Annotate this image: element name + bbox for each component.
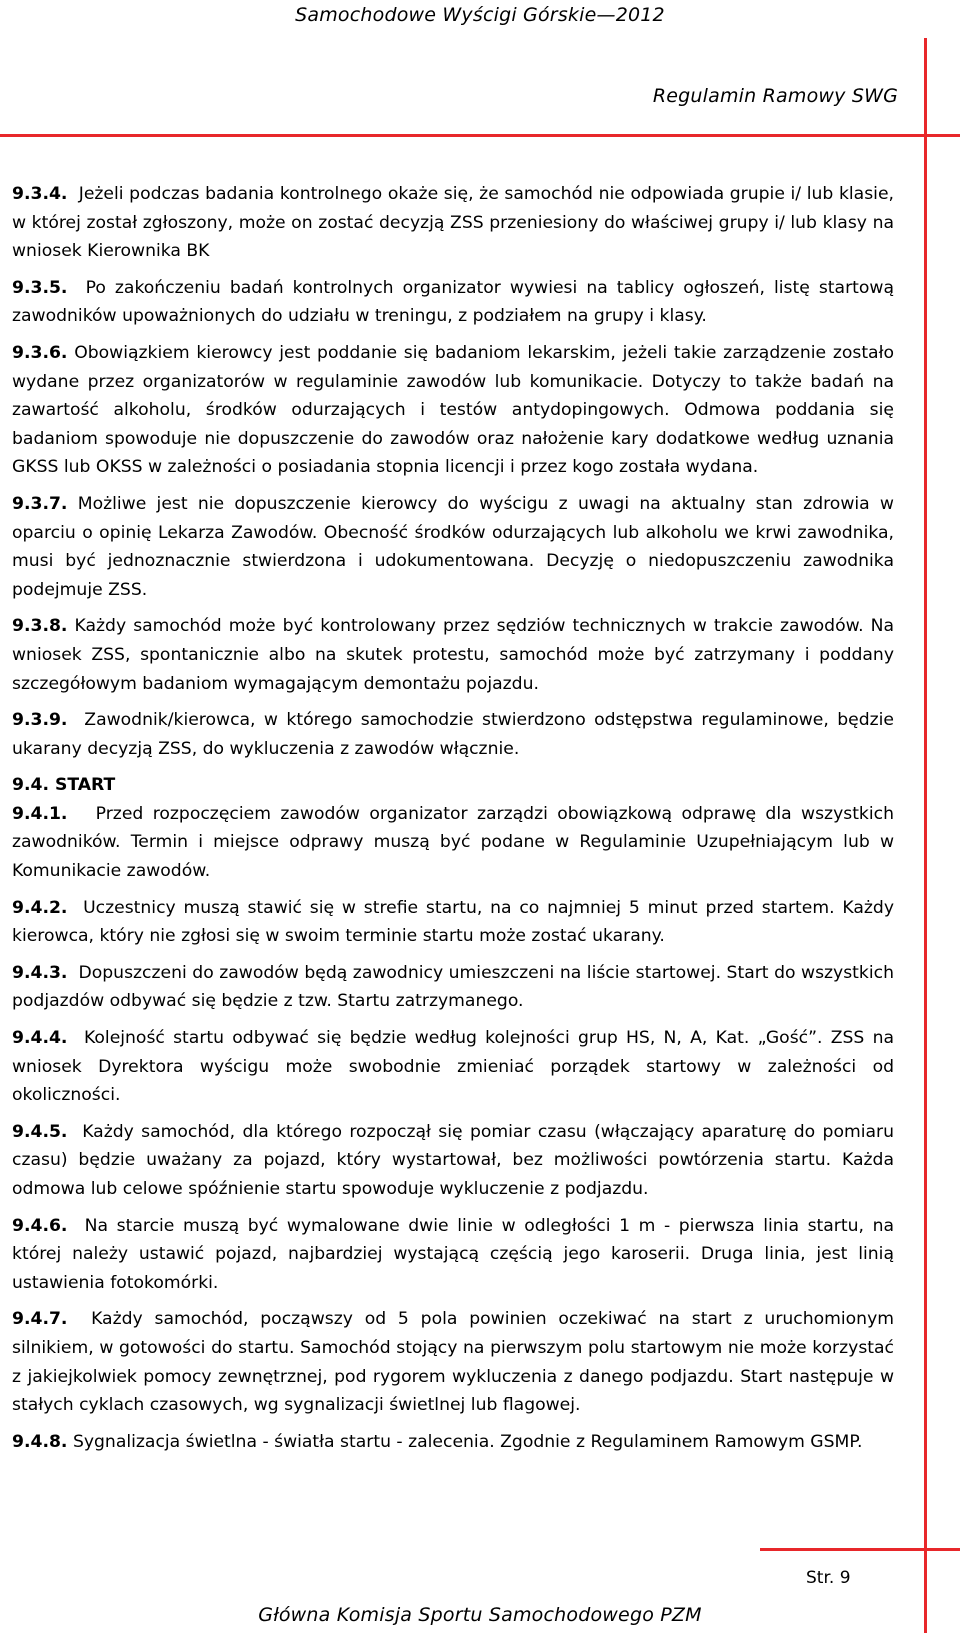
header-title: Samochodowe Wyścigi Górskie—2012 [295, 4, 665, 26]
paragraph-text: Każdy samochód, dla którego rozpoczął się pomiar czasu (włączający aparaturę do pomiaru czasu) będzie uważany za pojazd, który wystartował, bez możliwości powtórzenia startu. Każda odmowa lub celowe spóźnienie startu spowoduje wykluczenie z podjazdu. [12, 1121, 894, 1199]
header-rule [0, 134, 960, 137]
paragraph-9-3-9 [12, 706, 894, 763]
paragraph-9-4-3 [12, 959, 894, 1016]
paragraph-9-4-8 [12, 1428, 894, 1457]
paragraph-number: 9.4.6. [12, 1215, 68, 1236]
paragraph-9-3-7 [12, 490, 894, 604]
paragraph-text: Obowiązkiem kierowcy jest poddanie się badaniom lekarskim, jeżeli takie zarządzenie zostało wydane przez organizatorów w regulaminie zawodów lub komunikacie. Dotyczy to także badań na zawartość alkoholu, środków odurzających i testów antydopingowych. Odmowa poddania się badaniom spowoduje nie dopuszczenie do zawodów oraz nałożenie kary dodatkowe według uznania GKSS lub OKSS w zależności o posiadania stopnia licencji i przez kogo została wydana. [12, 342, 894, 478]
paragraph-9-4-2 [12, 894, 894, 951]
paragraph-text: Przed rozpoczęciem zawodów organizator zarządzi obowiązkową odprawę dla wszystkich zawodników. Termin i miejsce odprawy muszą być podane w Regulaminie Uzupełniającym lub w Komunikacie zawodów. [12, 803, 895, 882]
paragraph-number: 9.3.9. [12, 710, 68, 731]
paragraph-text: Zawodnik/kierowca, w którego samochodzie stwierdzono odstępstwa regulaminowe, będzie ukarany decyzją ZSS, do wykluczenia z zawodów włącznie. [12, 710, 894, 759]
paragraph-9-4-6 [12, 1212, 894, 1298]
paragraph-text: Na starcie muszą być wymalowane dwie linie w odległości 1 m - pierwsza linia startu, na której należy ustawić pojazd, najbardziej wystającą częścią jego karoserii. Druga linia, jest linią ustawienia fotokomórki. [12, 1215, 894, 1293]
paragraph-number: 9.4.3. [12, 962, 68, 983]
paragraph-number: 9.4.2. [12, 897, 68, 918]
paragraph-9-4-5 [12, 1118, 894, 1204]
margin-rule [924, 38, 927, 1633]
page-number: Str. 9 [806, 1568, 851, 1588]
paragraph-text: Każdy samochód, począwszy od 5 pola powinien oczekiwać na start z uruchomionym silnikiem, w gotowości do startu. Samochód stojący na pierwszym polu startowym nie może korzystać z jakiejkolwiek pomocy zewnętrznej, pod rygorem wykluczenia z danego podjazdu. Start następuje w stałych cyklach czasowych, wg sygnalizacji świetlnej lub flagowej. [12, 1309, 894, 1416]
paragraph-text: Sygnalizacja świetlna - światła startu - zalecenia. Zgodnie z Regulaminem Ramowym GSMP. [72, 1431, 863, 1452]
paragraph-number: 9.4.8. [12, 1431, 68, 1452]
paragraph-number: 9.4.5. [12, 1121, 68, 1142]
paragraph-9-4-4 [12, 1024, 894, 1110]
paragraph-number: 9.4.1. [12, 803, 68, 824]
paragraph-9-3-4 [12, 180, 894, 266]
paragraph-number: 9.3.6. [12, 342, 68, 363]
paragraph-number: 9.3.8. [12, 616, 68, 637]
paragraph-9-4-1 [12, 800, 894, 886]
paragraph-number: 9.3.7. [12, 493, 68, 514]
paragraph-number: 9.3.4. [12, 184, 68, 204]
paragraph-9-4-7 [12, 1305, 894, 1419]
paragraph-text: Możliwe jest nie dopuszczenie kierowcy do wyścigu z uwagi na aktualny stan zdrowia w oparciu o opinię Lekarza Zawodów. Obecność środków odurzających lub alkoholu we krwi zawodnika, musi być jednoznacznie stwierdzona i udokumentowana. Decyzję o niedopuszczeniu zawodnika podejmuje ZSS. [12, 493, 894, 600]
paragraph-text: Uczestnicy muszą stawić się w strefie startu, na co najmniej 5 minut przed startem. Każdy kierowca, który nie zgłosi się w swoim terminie startu może zostać ukarany. [12, 897, 894, 947]
paragraph-text: Kolejność startu odbywać się będzie według kolejności grup HS, N, A, Kat. „Gość”. ZSS na wniosek Dyrektora wyścigu może swobodnie zmieniać porządek startowy w zależności od okoliczności. [12, 1028, 894, 1106]
section-heading-start: 9.4. START [12, 775, 116, 796]
paragraph-number: 9.3.5. [12, 277, 68, 298]
paragraph-number: 9.4.7. [12, 1309, 68, 1330]
paragraph-text: Dopuszczeni do zawodów będą zawodnicy umieszczeni na liście startowej. Start do wszystkich podjazdów odbywać się będzie z tzw. Startu zatrzymanego. [12, 962, 894, 1012]
paragraph-9-3-6 [12, 339, 894, 482]
paragraph-9-3-5 [12, 274, 894, 331]
header-subtitle: Regulamin Ramowy SWG [652, 85, 898, 107]
paragraph-number: 9.4.4. [12, 1028, 68, 1049]
footer-text: Główna Komisja Sportu Samochodowego PZM [258, 1604, 702, 1626]
footer-rule [760, 1548, 960, 1551]
paragraph-text: Każdy samochód może być kontrolowany przez sędziów technicznych w trakcie zawodów. Na wniosek ZSS, spontanicznie albo na skutek protestu, samochód może być zatrzymany i poddany szczegółowym badaniom wymagającym demontażu pojazdu. [12, 616, 894, 694]
document-body [12, 180, 894, 1464]
paragraph-text: Po zakończeniu badań kontrolnych organizator wywiesi na tablicy ogłoszeń, listę startową zawodników upoważnionych do udziału w treningu, z podziałem na grupy i klasy. [12, 277, 894, 327]
paragraph-text: Jeżeli podczas badania kontrolnego okaże się, że samochód nie odpowiada grupie i/ lub klasie, w której został zgłoszony, może on zostać decyzją ZSS przeniesiony do właściwej grupy i/ lub klasy na wniosek Kierownika BK [12, 184, 894, 262]
paragraph-9-3-8 [12, 612, 894, 698]
